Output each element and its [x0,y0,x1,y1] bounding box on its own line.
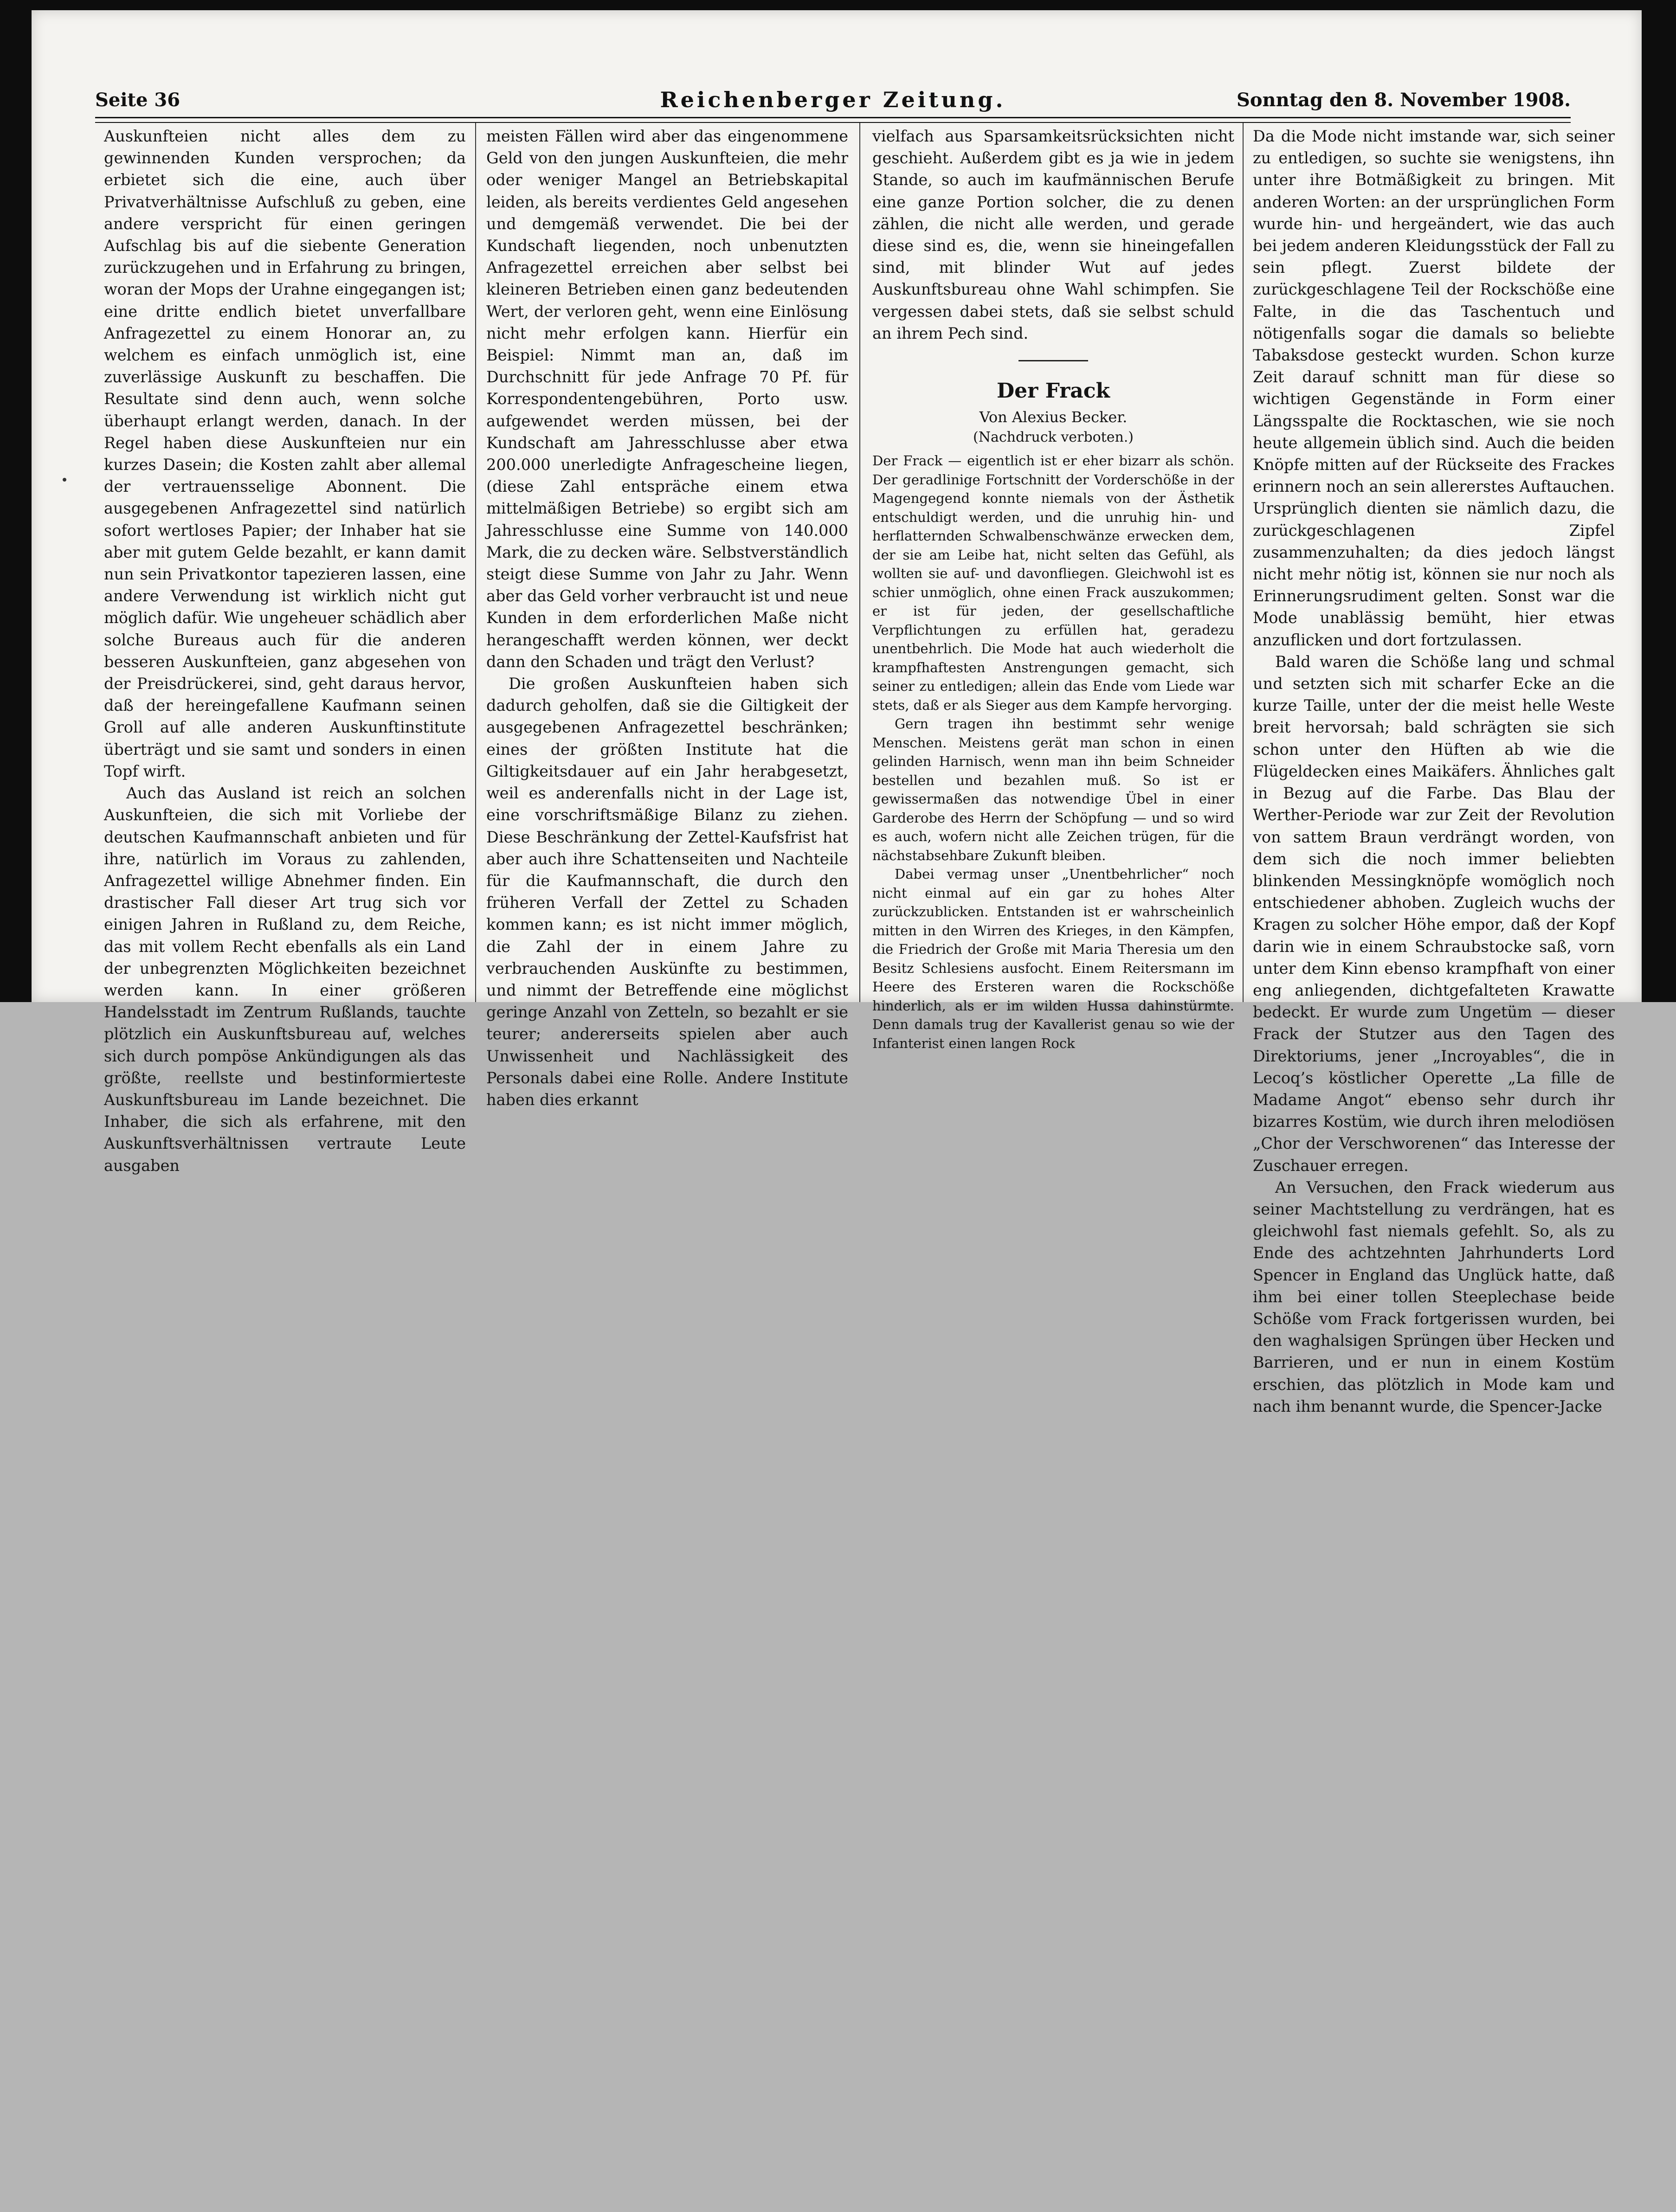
paragraph: Der Frack — eigentlich ist er eher bizarr als schön. Der geradlinige Fortschnitt der Vorderschöße in der Magengegend konnte niemals von der Ästhetik entschuldigt werden, und die unruhig hin- und herflatternden Schwalbenschwänze erwecken dem, der sie am Leibe hat, nicht selten das Gefühl, als wollten sie auf- und davonfliegen. Gleichwohl ist es schier unmöglich, ohne einen Frack auszukommen; er ist für jeden, der gesellschaftliche Verpflichtungen zu erfüllen hat, geradezu unentbehrlich. Die Mode hat auch wiederholt die krampfhaftesten Anstrengungen gemacht, sich seiner zu entledigen; allein das Ende vom Liede war stets, daß er als Sieger aus dem Kampfe hervorging. [872,453,1234,713]
paragraph: Auskunfteien nicht alles dem zu gewinnenden Kunden versprochen; da erbietet sich die eine, auch über Privatverhältnisse Aufschluß zu geben, eine andere verspricht für einen geringen Aufschlag bis auf die siebente Generation zurückzugehen und in Erfahrung zu bringen, woran der Mops der Urahne eingegangen ist; eine dritte endlich bietet unverfallbare Anfragezettel zu einem Honorar an, zu welchem es einfach unmöglich ist, eine zuverlässige Auskunft zu beschaffen. Die Resultate sind denn auch, wenn solche überhaupt erlangt werden, danach. In der Regel haben diese Auskunfteien nur ein kurzes Dasein; die Kosten zahlt aber allemal der vertrauensselige Abonnent. Die ausgegebenen Anfragezettel sind natürlich sofort wertloses Papier; der Inhaber hat sie aber mit gutem Gelde bezahlt, er kann damit nun sein Privatkontor tapezieren lassen, eine andere Verwendung ist wirklich nicht gut möglich dafür. Wie ungeheuer schädlich aber solche Bureaus auch für die anderen besseren Auskunfteien, ganz abgesehen von der Preisdrückerei, sind, geht daraus hervor, daß der hereingefallene Kaufmann seinen Groll auf alle anderen Auskunftinstitute überträgt und sie samt und sonders in einen Topf wirft. [104,127,466,780]
reprint-note: (Nachdruck verboten.) [973,429,1134,446]
scan-dust-mark [63,478,66,482]
paragraph: An Versuchen, den Frack wiederum aus seiner Machtstellung zu verdrängen, hat es gleichwohl fast niemals gefehlt. So, als zu Ende des achtzehnten Jahrhunderts Lord Spencer in England das Unglück hatte, daß ihm bei einer tollen Steeplechase beide Schöße vom Frack fortgerissen wurden, bei den waghalsigen Sprüngen über Hecken und Barrieren, und er nun in einem Kostüm erschien, das plötzlich in Mode kam und nach ihm benannt wurde, die Spencer-Jacke [1253,1178,1615,1415]
paragraph: Da die Mode nicht imstande war, sich seiner zu entledigen, so suchte sie wenigstens, ihn unter ihre Botmäßigkeit zu bringen. Mit anderen Worten: an der ursprünglichen Form wurde hin- und hergeändert, wie das auch bei jedem anderen Kleidungsstück der Fall zu sein pflegt. Zuerst bildete der zurückgeschlagene Teil der Rockschöße eine Falte, in die das Taschentuch und nötigenfalls sogar die damals so beliebte Tabaksdose gesteckt wurden. Schon kurze Zeit darauf schnitt man für diese so wichtigen Gegenstände in Form einer Längsspalte die Rocktaschen, wie sie noch heute allgemein üblich sind. Auch die beiden Knöpfe mitten auf der Rückseite des Frackes erinnern noch an sein allererstes Auftauchen. Ursprünglich dienten sie nämlich dazu, die zurückgeschlagenen Zipfel zusammenzuhalten; da dies jedoch längst nicht mehr nötig ist, können sie nur noch als Erinnerungsrudiment gelten. Sonst war die Mode unablässig bemüht, hier etwas anzuflicken und dort fortzulassen. [1253,127,1615,649]
article-byline: Von Alexius Becker. [979,408,1128,426]
paragraph: Gern tragen ihn bestimmt sehr wenige Menschen. Meistens gerät man schon in einen gelinden Harnisch, wenn man ihn beim Schneider bestellen und bezahlen muß. So ist er gewissermaßen das notwendige Übel in einer Garderobe des Herrn der Schöpfung — und so wird es auch, wofern nicht alle Zeichen trügen, für die nächstabsehbare Zukunft bleiben. [872,716,1234,863]
article-body [872,451,1234,1053]
text-column-3 [872,125,1234,1051]
page-number: Seite 36 [95,89,180,111]
paragraph: meisten Fällen wird aber das eingenommene Geld von den jungen Auskunfteien, die mehr oder weniger Mangel an Betriebskapital leiden, als bereits verdientes Geld angesehen und demgemäß verwendet. Die bei der Kundschaft liegenden, noch unbenutzten Anfragezettel erreichen aber selbst bei kleineren Betrieben einen ganz bedeutenden Wert, der verloren geht, wenn eine Einlösung nicht mehr erfolgen kann. Hierfür ein Beispiel: Nimmt man an, daß im Durchschnitt für jede Anfrage 70 Pf. für Korrespondentengebühren, Porto usw. aufgewendet werden müssen, bei der Kundschaft am Jahresschlusse aber etwa 200.000 unerledigte Anfragescheine liegen, (diese Zahl entspräche einem etwa mittelmäßigen Betriebe) so ergibt sich am Jahresschlusse eine Summe von 140.000 Mark, die zu decken wäre. Selbstverständlich steigt diese Summe von Jahr zu Jahr. Wenn aber das Geld vorher verbraucht ist und neue Kunden in dem erforderlichen Maße nicht herangeschafft werden können, wer deckt dann den Schaden und trägt den Verlust? [486,127,848,671]
column-rule [859,123,860,1002]
header-rule [95,117,1571,123]
text-column-1 [104,125,466,1175]
paragraph: Auch das Ausland ist reich an solchen Auskunfteien, die sich mit Vorliebe der deutschen Kaufmannschaft anbieten und für ihre, natürlich im Voraus zu zahlenden, Anfragezettel willige Abnehmer finden. Ein drastischer Fall dieser Art trug sich vor einigen Jahren in Rußland zu, dem Reiche, das mit vollem Recht ebenfalls als ein Land der unbegrenzten Möglichkeiten bezeichnet werden kann. In einer größeren Handelsstadt im Zentrum Rußlands, tauchte plötzlich ein Auskunftsbureau auf, welches sich durch pompöse Ankündigungen als das größte, reellste und bestinformierteste Auskunftsbureau im Lande bezeichnet. Die Inhaber, die sich als erfahrene, mit den Auskunftsverhältnissen vertraute Leute ausgaben [104,784,466,1175]
section-divider [1018,360,1088,361]
paragraph: vielfach aus Sparsamkeitsrücksichten nicht geschieht. Außerdem gibt es ja wie in jedem Stande, so auch im kaufmännischen Berufe eine ganze Portion solcher, die zu denen zählen, die nicht alle werden, und gerade diese sind es, die, wenn sie hineingefallen sind, mit blinder Wut auf jedes Auskunftsbureau ohne Wahl schimpfen. Sie vergessen dabei stets, daß sie selbst schuld an ihrem Pech sind. [872,127,1234,342]
masthead: Reichenberger Zeitung. [660,87,1006,112]
text-column-2 [486,125,848,1109]
paragraph: Die großen Auskunfteien haben sich dadurch geholfen, daß sie die Giltigkeit der ausgegebenen Anfragezettel beschränken; eines der größten Institute hat die Giltigkeitsdauer auf ein Jahr herabgesetzt, weil es anderenfalls nicht in der Lage ist, eine vorschriftsmäßige Bilanz zu ziehen. Diese Beschränkung der Zettel-Kaufsfrist hat aber auch ihre Schattenseiten und Nachteile für die Kaufmannschaft, die durch den früheren Verfall der Zettel zu Schaden kommen kann; es ist nicht immer möglich, die Zahl der in einem Jahre zu verbrauchenden Auskünfte zu bestimmen, und nimmt der Betreffende eine möglichst geringe Anzahl von Zetteln, so bezahlt er sie teurer; andererseits spielen aber auch Unwissenheit und Nachlässigkeit des Personals dabei eine Rolle. Andere Institute haben dies erkannt [486,675,848,1109]
paragraph: Dabei vermag unser „Unentbehrlicher“ noch nicht einmal auf ein gar zu hohes Alter zurückzublicken. Entstanden ist er wahrscheinlich mitten in den Wirren des Krieges, in den Kämpfen, die Friedrich der Große mit Maria Theresia um den Besitz Schlesiens ausfocht. Einem Reitersmann im Heere des Ersteren waren die Rockschöße hinderlich, als er im wilden Hussa dahinstürmte. Denn damals trug der Kavallerist genau so wie der Infanterist einen langen Rock [872,866,1234,1051]
page-header [95,83,1571,116]
column-rule [475,123,476,1002]
paragraph: Bald waren die Schöße lang und schmal und setzten sich mit scharfer Ecke an die kurze Taille, unter der die meist helle Weste breit hervorsah; bald schrägten sie sich schon unter den Hüften ab wie die Flügeldecken eines Maikäfers. Ähnliches galt in Bezug auf die Farbe. Das Blau der Werther-Periode war zur Zeit der Revolution von sattem Braun verdrängt worden, von dem sich die noch immer beliebten blinkenden Messingknöpfe womöglich noch entschiedener abhoben. Zugleich wuchs der Kragen zu solcher Höhe empor, daß der Kopf darin wie in einem Schraubstocke saß, vorn unter dem Kinn ebenso krampfhaft von einer eng anliegenden, dichtgefalteten Krawatte bedeckt. Er wurde zum Ungetüm — dieser Frack der Stutzer aus den Tagen des Direktoriums, jener „Incroyables“, die in Lecoq’s köstlicher Operette „La fille de Madame Angot“ ebenso sehr durch ihr bizarres Kostüm, wie durch ihren melodiösen „Chor der Verschworenen“ das Interesse der Zuschauer erregen. [1253,652,1615,1175]
article-title: Der Frack [996,379,1110,403]
text-column-4 [1253,125,1615,1415]
issue-date: Sonntag den 8. November 1908. [1236,89,1571,111]
column-rule [1243,123,1244,1002]
